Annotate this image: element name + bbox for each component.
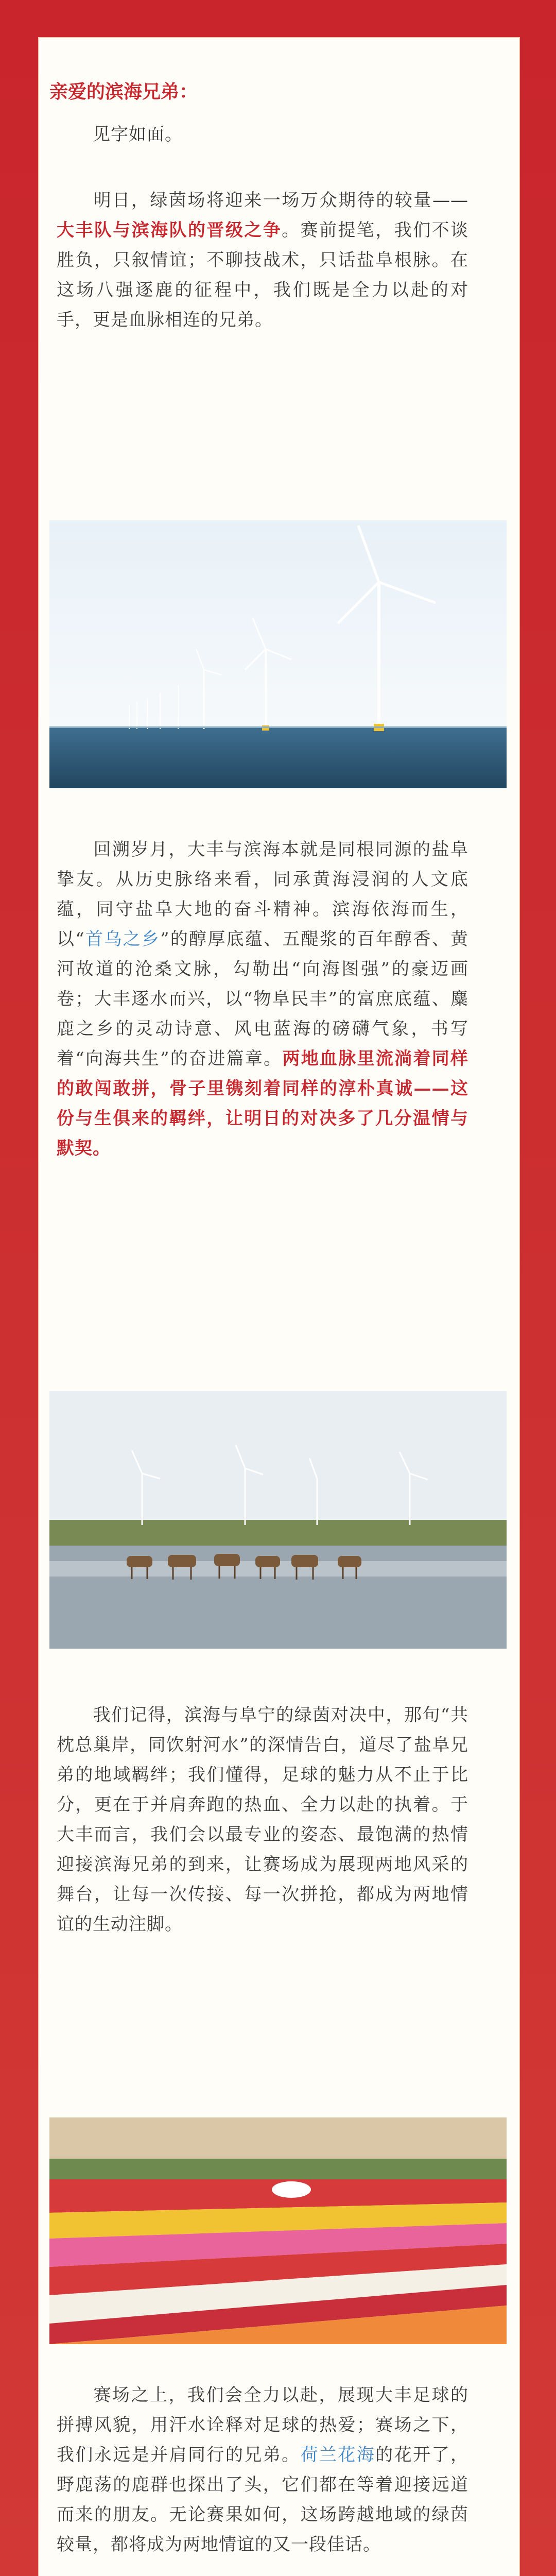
- place-name-link[interactable]: 首乌之乡: [84, 929, 161, 950]
- para4-text-b: 的花开了，野鹿荡的鹿群也探出了头，它们都在等着迎接远道而来的朋友。无论赛果如何，这场跨越地域的绿茵较量，都将成为两地情谊的又一段佳话。: [57, 2445, 469, 2555]
- flower-sea-photo: [49, 2117, 507, 2344]
- para1-text-a: 明日，绿茵场将迎来一场万众期待的较量——: [93, 190, 468, 211]
- para3-text: 我们记得，滨海与阜宁的绿茵对决中，那句“共枕总巢岸，同饮射河水”的深情告白，道尽了盐阜兄弟的地域羁绊；我们懂得，足球的魅力从不止于比分，更在于并肩奔跑的热血、全力以赴的执着。于大丰而言，我们会以最专业的姿态、最饱满的热情迎接滨海兄弟的到来，让赛场成为展现两地风采的舞台，让每一次传接、每一次拼抢，都成为两地情谊的生动注脚。: [57, 1705, 468, 1935]
- para2-text-b: ”的醇厚底蕴、五醍浆的百年醇香、黄河故道的沧桑文脉，勾勒出“向海图强”的豪迈画卷；大丰逐水而兴，以“物阜民丰”的富庶底蕴、麋鹿之乡的灵动诗意、风电蓝海的磅礴气象，书写着“向海共生”的奋进篇章。: [57, 929, 468, 1069]
- paragraph-3: [57, 1700, 468, 1939]
- paragraph-1: [57, 185, 468, 335]
- paragraph-2: [57, 835, 468, 1163]
- deer-wetland-photo: [49, 1391, 507, 1649]
- flower-sea-link[interactable]: 荷兰花海: [300, 2445, 376, 2465]
- greeting: 亲爱的滨海兄弟：: [49, 81, 198, 103]
- para1-highlight: 大丰队与滨海队的晋级之争: [57, 220, 282, 241]
- para2-text-a: 回溯岁月，大丰与滨海本就是同根同源的盐阜挚友。从历史脉络来看，同承黄海浸润的人文底蕴，同守盐阜大地的奋斗精神。滨海依海而生，以“: [57, 839, 468, 950]
- paragraph-4: [57, 2380, 468, 2560]
- intro-text: 见字如面。: [93, 124, 183, 145]
- intro-paragraph: [57, 120, 468, 149]
- para1-text-b: 。赛前提笔，我们不谈胜负，只叙情谊；不聊技战术，只话盐阜根脉。在这场八强逐鹿的征程中，我们既是全力以赴的对手，更是血脉相连的兄弟。: [57, 220, 469, 330]
- para4-text-a: 赛场之上，我们会全力以赴，展现大丰足球的拼搏风貌，用汗水诠释对足球的热爱；赛场之下，我们永远是并肩同行的兄弟。: [57, 2385, 468, 2465]
- wind-farm-photo: [49, 520, 507, 788]
- para2-highlight: 两地血脉里流淌着同样的敢闯敢拼，骨子里镌刻着同样的淳朴真诚——这份与生俱来的羁绊，让明日的对决多了几分温情与默契。: [57, 1048, 469, 1159]
